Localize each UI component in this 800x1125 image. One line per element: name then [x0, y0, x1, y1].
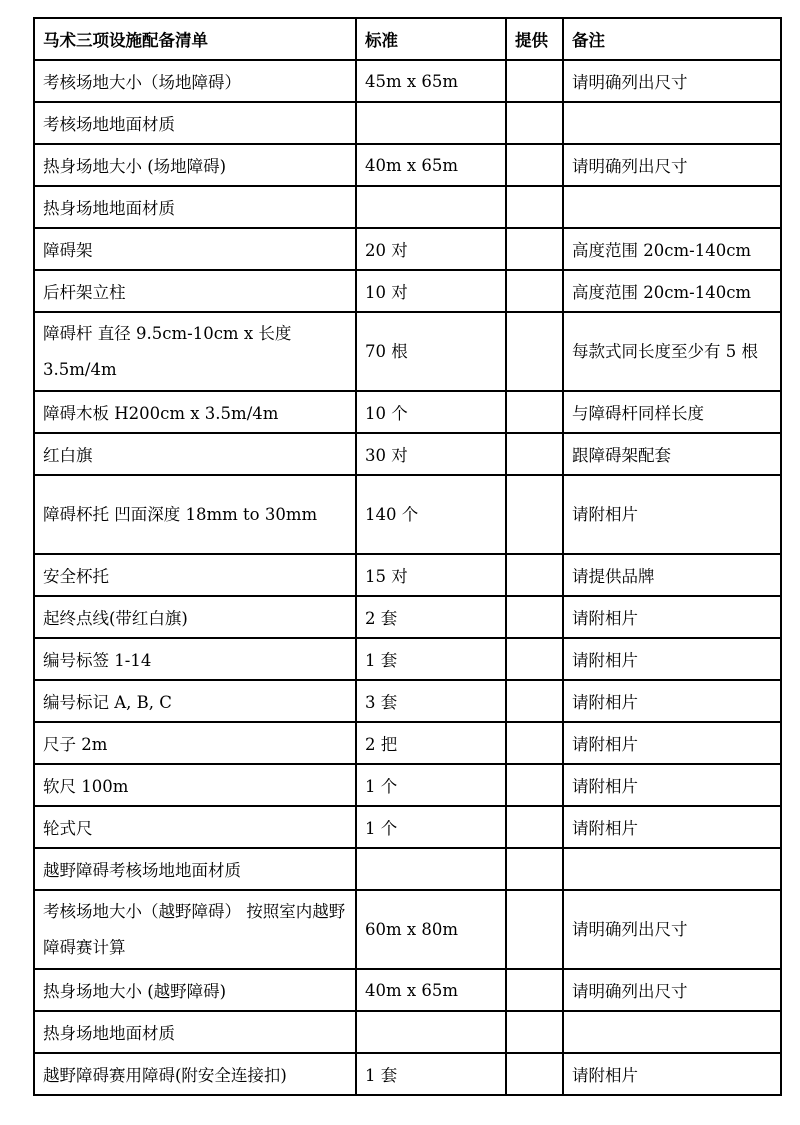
header-note: 备注 [563, 18, 781, 60]
item-cell: 起终点线(带红白旗) [34, 596, 356, 638]
table-row [34, 228, 781, 270]
note-cell: 请明确列出尺寸 [563, 144, 781, 186]
standard-cell: 70 根 [356, 312, 506, 391]
item-cell: 越野障碍赛用障碍(附安全连接扣) [34, 1053, 356, 1095]
table-row [34, 433, 781, 475]
note-cell: 每款式同长度至少有 5 根 [563, 312, 781, 391]
table-row [34, 680, 781, 722]
provided-cell [506, 186, 563, 228]
standard-cell: 20 对 [356, 228, 506, 270]
table-row [34, 1053, 781, 1095]
note-cell [563, 186, 781, 228]
note-cell [563, 102, 781, 144]
table-row [34, 312, 781, 391]
standard-cell: 15 对 [356, 554, 506, 596]
provided-cell [506, 391, 563, 433]
table-row [34, 391, 781, 433]
note-cell: 请明确列出尺寸 [563, 890, 781, 969]
standard-cell: 40m x 65m [356, 144, 506, 186]
standard-cell: 10 个 [356, 391, 506, 433]
table-row [34, 102, 781, 144]
standard-cell [356, 848, 506, 890]
provided-cell [506, 890, 563, 969]
provided-cell [506, 969, 563, 1011]
item-cell: 热身场地地面材质 [34, 1011, 356, 1053]
item-cell: 障碍架 [34, 228, 356, 270]
item-cell: 编号标记 A, B, C [34, 680, 356, 722]
item-cell: 软尺 100m [34, 764, 356, 806]
table-row [34, 186, 781, 228]
note-cell [563, 848, 781, 890]
standard-cell: 40m x 65m [356, 969, 506, 1011]
table-row [34, 596, 781, 638]
table-row [34, 890, 781, 969]
note-cell: 请附相片 [563, 722, 781, 764]
provided-cell [506, 1053, 563, 1095]
table-row [34, 475, 781, 554]
provided-cell [506, 228, 563, 270]
item-cell: 考核场地大小（场地障碍） [34, 60, 356, 102]
note-cell: 请附相片 [563, 475, 781, 554]
note-cell: 请附相片 [563, 680, 781, 722]
item-cell: 考核场地地面材质 [34, 102, 356, 144]
item-cell: 后杆架立柱 [34, 270, 356, 312]
table-row [34, 969, 781, 1011]
table-row [34, 270, 781, 312]
header-item: 马术三项设施配备清单 [34, 18, 356, 60]
note-cell: 请附相片 [563, 1053, 781, 1095]
note-cell: 请明确列出尺寸 [563, 60, 781, 102]
standard-cell: 2 把 [356, 722, 506, 764]
note-cell: 高度范围 20cm-140cm [563, 228, 781, 270]
standard-cell: 1 个 [356, 806, 506, 848]
standard-cell: 1 套 [356, 638, 506, 680]
standard-cell: 3 套 [356, 680, 506, 722]
item-cell: 越野障碍考核场地地面材质 [34, 848, 356, 890]
table-row [34, 848, 781, 890]
provided-cell [506, 312, 563, 391]
provided-cell [506, 722, 563, 764]
item-cell: 编号标签 1-14 [34, 638, 356, 680]
standard-cell [356, 102, 506, 144]
equipment-table [33, 17, 782, 1096]
note-cell: 跟障碍架配套 [563, 433, 781, 475]
item-cell: 障碍杯托 凹面深度 18mm to 30mm [34, 475, 356, 554]
note-cell [563, 1011, 781, 1053]
item-cell: 安全杯托 [34, 554, 356, 596]
table-row [34, 144, 781, 186]
provided-cell [506, 596, 563, 638]
item-cell: 障碍木板 H200cm x 3.5m/4m [34, 391, 356, 433]
provided-cell [506, 144, 563, 186]
item-cell: 红白旗 [34, 433, 356, 475]
note-cell: 与障碍杆同样长度 [563, 391, 781, 433]
item-cell: 热身场地大小 (越野障碍) [34, 969, 356, 1011]
item-cell: 障碍杆 直径 9.5cm-10cm x 长度 3.5m/4m [34, 312, 356, 391]
table-row [34, 638, 781, 680]
standard-cell: 1 套 [356, 1053, 506, 1095]
table-row [34, 722, 781, 764]
note-cell: 请附相片 [563, 638, 781, 680]
provided-cell [506, 1011, 563, 1053]
table-row [34, 806, 781, 848]
note-cell: 请附相片 [563, 806, 781, 848]
item-cell: 考核场地大小（越野障碍） 按照室内越野障碍赛计算 [34, 890, 356, 969]
provided-cell [506, 475, 563, 554]
provided-cell [506, 60, 563, 102]
standard-cell [356, 1011, 506, 1053]
table-row [34, 554, 781, 596]
provided-cell [506, 554, 563, 596]
provided-cell [506, 433, 563, 475]
table-body [34, 60, 781, 1095]
standard-cell: 2 套 [356, 596, 506, 638]
standard-cell: 30 对 [356, 433, 506, 475]
standard-cell: 140 个 [356, 475, 506, 554]
table-row [34, 764, 781, 806]
header-row [34, 18, 781, 60]
standard-cell: 60m x 80m [356, 890, 506, 969]
item-cell: 热身场地大小 (场地障碍) [34, 144, 356, 186]
header-provided: 提供 [506, 18, 563, 60]
provided-cell [506, 806, 563, 848]
standard-cell: 10 对 [356, 270, 506, 312]
table-row [34, 60, 781, 102]
standard-cell [356, 186, 506, 228]
table-row [34, 1011, 781, 1053]
standard-cell: 45m x 65m [356, 60, 506, 102]
note-cell: 高度范围 20cm-140cm [563, 270, 781, 312]
provided-cell [506, 680, 563, 722]
provided-cell [506, 638, 563, 680]
header-standard: 标准 [356, 18, 506, 60]
note-cell: 请附相片 [563, 764, 781, 806]
provided-cell [506, 848, 563, 890]
provided-cell [506, 764, 563, 806]
note-cell: 请提供品牌 [563, 554, 781, 596]
note-cell: 请附相片 [563, 596, 781, 638]
item-cell: 轮式尺 [34, 806, 356, 848]
note-cell: 请明确列出尺寸 [563, 969, 781, 1011]
provided-cell [506, 102, 563, 144]
item-cell: 尺子 2m [34, 722, 356, 764]
provided-cell [506, 270, 563, 312]
standard-cell: 1 个 [356, 764, 506, 806]
item-cell: 热身场地地面材质 [34, 186, 356, 228]
